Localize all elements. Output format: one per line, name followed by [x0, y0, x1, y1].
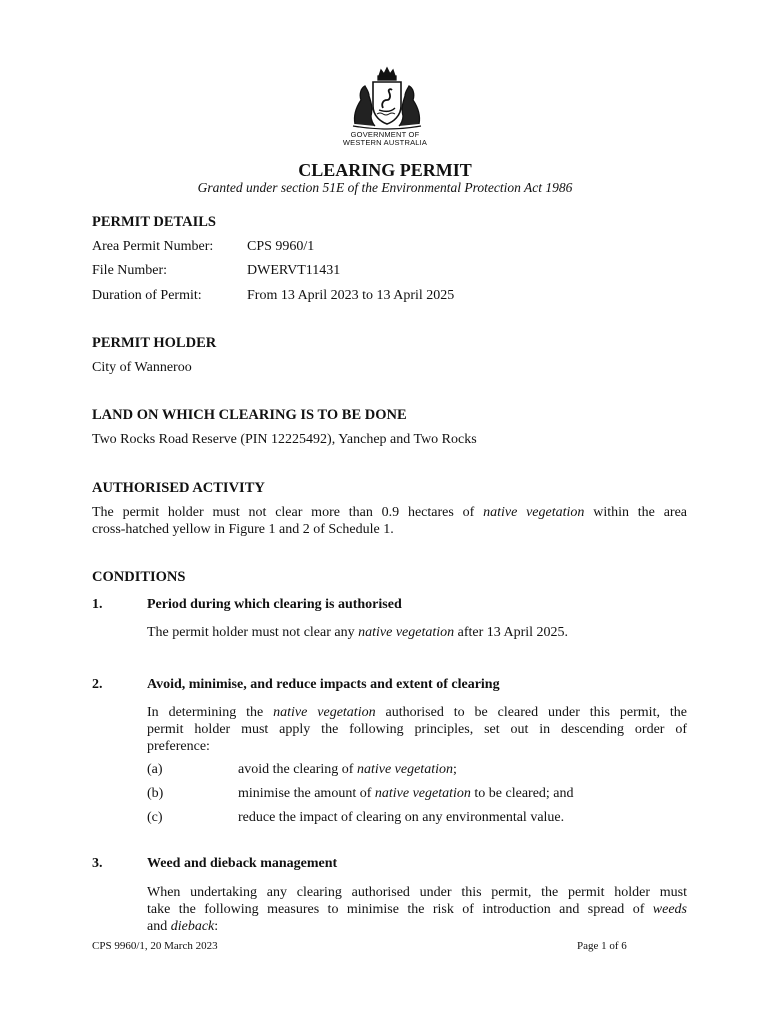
land-value: Two Rocks Road Reserve (PIN 12225492), Yanchep and Two Rocks	[92, 432, 477, 447]
condition-2-item-c-text: reduce the impact of clearing on any environmental value.	[238, 810, 565, 825]
condition-2-item-b-label: (b)	[147, 786, 164, 801]
duration-value: From 13 April 2023 to 13 April 2025	[247, 288, 455, 303]
permit-holder-heading: PERMIT HOLDER	[92, 335, 217, 351]
duration-label: Duration of Permit:	[92, 288, 202, 303]
area-permit-number-label: Area Permit Number:	[92, 239, 214, 254]
condition-2-number: 2.	[92, 677, 103, 692]
permit-holder-value: City of Wanneroo	[92, 360, 192, 375]
condition-3-text: When undertaking any clearing authorised under this permit, the permit holder must take the following measures to minimise the risk of introduction and spread of weeds and dieback:	[147, 885, 687, 934]
file-number-value: DWERVT11431	[247, 263, 341, 278]
permit-details-heading: PERMIT DETAILS	[92, 214, 216, 230]
condition-1-title: Period during which clearing is authorised	[147, 597, 402, 612]
authorised-activity-text: The permit holder must not clear more than 0.9 hectares of native vegetation within the area cross-hatched yellow in Figure 1 and 2 of Schedule 1.	[92, 505, 687, 537]
condition-2-title: Avoid, minimise, and reduce impacts and extent of clearing	[147, 677, 500, 692]
term-native-vegetation: native vegetation	[483, 505, 585, 520]
document-title: CLEARING PERMIT	[298, 160, 472, 180]
condition-2-item-a-text: avoid the clearing of native vegetation;	[238, 762, 457, 777]
condition-1-number: 1.	[92, 597, 103, 612]
condition-1-text: The permit holder must not clear any native vegetation after 13 April 2025.	[147, 625, 569, 640]
government-line-2: WESTERN AUSTRALIA	[342, 138, 428, 147]
condition-3-number: 3.	[92, 856, 103, 871]
area-permit-number-value: CPS 9960/1	[247, 239, 315, 254]
file-number-label: File Number:	[92, 263, 168, 278]
condition-2-item-b-text: minimise the amount of native vegetation to be cleared; and	[238, 786, 574, 801]
government-label	[335, 131, 435, 147]
government-line-1: GOVERNMENT OF	[350, 130, 420, 139]
condition-2-item-c-label: (c)	[147, 810, 163, 825]
conditions-heading: CONDITIONS	[92, 569, 186, 585]
condition-2-item-a-label: (a)	[147, 762, 163, 777]
wa-coat-of-arms-emblem	[347, 66, 427, 130]
condition-3-title: Weed and dieback management	[147, 856, 338, 871]
authorised-activity-heading: AUTHORISED ACTIVITY	[92, 480, 265, 496]
condition-2-text: In determining the native vegetation authorised to be cleared under this permit, the permit holder must apply the following principles, set out in descending order of preference:	[147, 705, 687, 754]
document-subtitle: Granted under section 51E of the Environmental Protection Act 1986	[197, 180, 573, 195]
footer-reference: CPS 9960/1, 20 March 2023	[92, 940, 218, 952]
footer-page-number: Page 1 of 6	[577, 940, 627, 952]
land-heading: LAND ON WHICH CLEARING IS TO BE DONE	[92, 407, 407, 423]
